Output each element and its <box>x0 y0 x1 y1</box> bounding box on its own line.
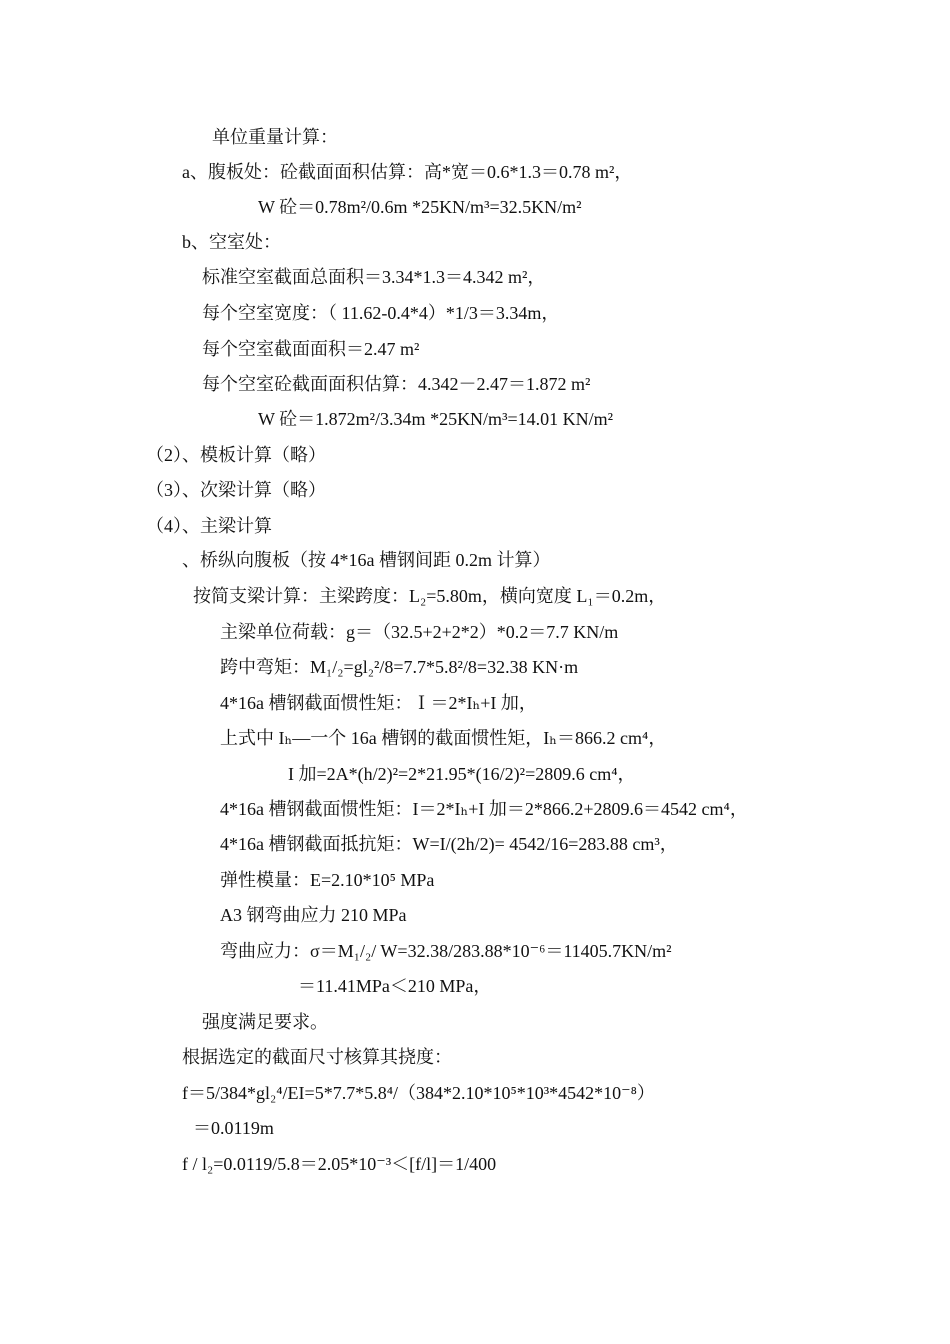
text-line: 4*16a 槽钢截面惯性矩：I＝2*Iₕ+I 加＝2*866.2+2809.6＝4542 cm⁴， <box>220 799 748 819</box>
section-heading: （4）、主梁计算 <box>146 516 272 536</box>
text-line: 单位重量计算： <box>212 127 338 147</box>
text-line: 标准空室截面总面积＝3.34*1.3＝4.342 m²， <box>202 267 546 287</box>
text-line: 弹性模量：E=2.10*10⁵ MPa <box>220 870 435 890</box>
text-line: W 砼＝0.78m²/0.6m *25KN/m³=32.5KN/m² <box>258 197 582 217</box>
text-line: 、桥纵向腹板（按 4*16a 槽钢间距 0.2m 计算） <box>182 550 551 570</box>
text-line: 跨中弯矩：M₁/₂=gl₂²/8=7.7*5.8²/8=32.38 KN·m <box>220 657 579 677</box>
section-heading: （2）、模板计算（略） <box>146 445 326 465</box>
text-line: I 加=2A*(h/2)²=2*21.95*(16/2)²=2809.6 cm⁴， <box>288 764 636 784</box>
section-heading: （3）、次梁计算（略） <box>146 480 326 500</box>
text-line: 每个空室宽度：（ 11.62-0.4*4）*1/3＝3.34m， <box>202 303 560 323</box>
text-line: 每个空室砼截面面积估算：4.342－2.47＝1.872 m² <box>202 374 591 394</box>
text-line: A3 钢弯曲应力 210 MPa <box>220 905 407 925</box>
text-line: 根据选定的截面尺寸核算其挠度： <box>182 1047 452 1067</box>
text-line: b、空室处： <box>182 232 281 252</box>
text-line: ＝0.0119m <box>193 1118 274 1138</box>
text-line: 强度满足要求。 <box>202 1012 328 1032</box>
text-line: f＝5/384*gl₂⁴/EI=5*7.7*5.8⁴/（384*2.10*10⁵*10³*4542*10⁻⁸） <box>182 1083 655 1103</box>
text-line: a、腹板处：砼截面面积估算：高*宽＝0.6*1.3＝0.78 m²， <box>182 162 633 182</box>
text-line: W 砼＝1.872m²/3.34m *25KN/m³=14.01 KN/m² <box>258 409 614 429</box>
text-line: 上式中 Iₕ—一个 16a 槽钢的截面惯性矩，Iₕ＝866.2 cm⁴， <box>220 728 667 748</box>
text-line: f / l₂=0.0119/5.8＝2.05*10⁻³＜[f/l]＝1/400 <box>182 1154 497 1174</box>
text-line: 4*16a 槽钢截面惯性矩：Ｉ＝2*Iₕ+I 加， <box>220 693 537 713</box>
text-line: 按简支梁计算：主梁跨度：L₂=5.80m，横向宽度 L₁＝0.2m， <box>193 586 667 606</box>
text-line: 4*16a 槽钢截面抵抗矩：W=I/(2h/2)= 4542/16=283.88 cm³， <box>220 834 678 854</box>
text-line: 主梁单位荷载：g＝（32.5+2+2*2）*0.2＝7.7 KN/m <box>220 622 619 642</box>
text-line: 每个空室截面面积＝2.47 m² <box>202 339 420 359</box>
text-line: 弯曲应力：σ＝M₁/₂/ W=32.38/283.88*10⁻⁶＝11405.7KN/m² <box>220 941 672 961</box>
text-line: ＝11.41MPa＜210 MPa， <box>298 976 492 996</box>
